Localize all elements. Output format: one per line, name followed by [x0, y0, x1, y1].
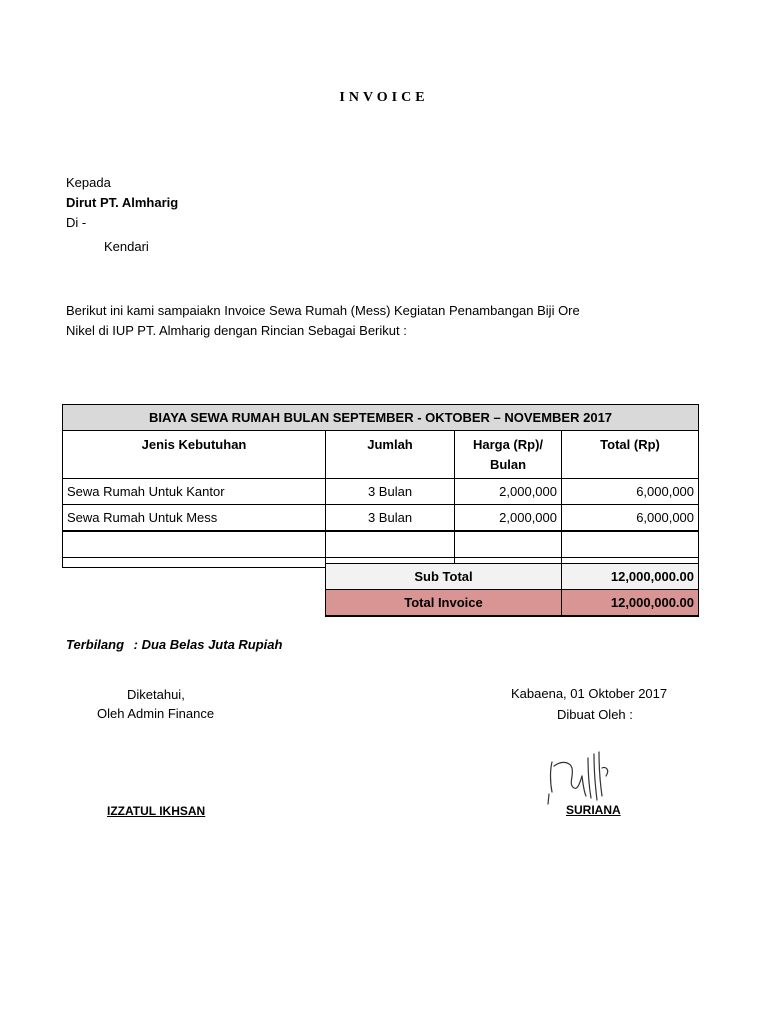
header-price	[455, 431, 562, 479]
total-label: Total Invoice	[326, 590, 562, 617]
subtotal-label: Sub Total	[326, 564, 562, 590]
row-price: 2,000,000	[455, 479, 562, 505]
header-price-line1: Harga (Rp)/	[472, 437, 544, 452]
intro-line-2: Nikel di IUP PT. Almharig dengan Rincian Sebagai Berikut :	[66, 323, 407, 338]
total-value: 12,000,000.00	[562, 590, 699, 617]
row-price: 2,000,000	[455, 505, 562, 532]
left-sign-line-2: Oleh Admin Finance	[97, 706, 215, 721]
table-row-empty	[63, 531, 699, 558]
place-date: Kabaena, 01 Oktober 2017	[511, 686, 668, 701]
header-total: Total (Rp)	[562, 431, 699, 479]
row-item: Sewa Rumah Untuk Kantor	[63, 479, 326, 505]
row-total: 6,000,000	[562, 505, 699, 532]
left-sign-line-1: Diketahui,	[127, 687, 185, 702]
table-row	[63, 479, 699, 505]
terbilang-label: Terbilang	[66, 637, 125, 652]
row-qty: 3 Bulan	[326, 479, 455, 505]
subtotal-value: 12,000,000.00	[562, 564, 699, 590]
terbilang	[66, 637, 282, 652]
row-item: Sewa Rumah Untuk Mess	[63, 505, 326, 532]
header-qty: Jumlah	[326, 431, 455, 479]
intro-line-1: Berikut ini kami sampaiakn Invoice Sewa Rumah (Mess) Kegiatan Penambangan Biji Ore	[66, 303, 580, 318]
made-by-label: Dibuat Oleh :	[557, 707, 633, 722]
summary-table	[325, 563, 699, 617]
recipient-name: Dirut PT. Almharig	[66, 195, 179, 210]
signature-image	[544, 748, 616, 808]
table-row	[63, 505, 699, 532]
terbilang-value: : Dua Belas Juta Rupiah	[133, 637, 283, 652]
row-qty: 3 Bulan	[326, 505, 455, 532]
salutation: Kepada	[66, 175, 111, 190]
header-item: Jenis Kebutuhan	[63, 431, 326, 479]
table-caption: BIAYA SEWA RUMAH BULAN SEPTEMBER - OKTOBER – NOVEMBER 2017	[63, 405, 699, 431]
recipient-di: Di -	[66, 215, 87, 230]
invoice-title: INVOICE	[339, 90, 429, 105]
left-signatory-name: IZZATUL IKHSAN	[107, 804, 206, 818]
row-total: 6,000,000	[562, 479, 699, 505]
recipient-city: Kendari	[104, 239, 149, 254]
right-signatory-name: SURIANA	[566, 803, 621, 817]
header-price-line2: Bulan	[489, 457, 527, 472]
invoice-table	[62, 404, 699, 568]
